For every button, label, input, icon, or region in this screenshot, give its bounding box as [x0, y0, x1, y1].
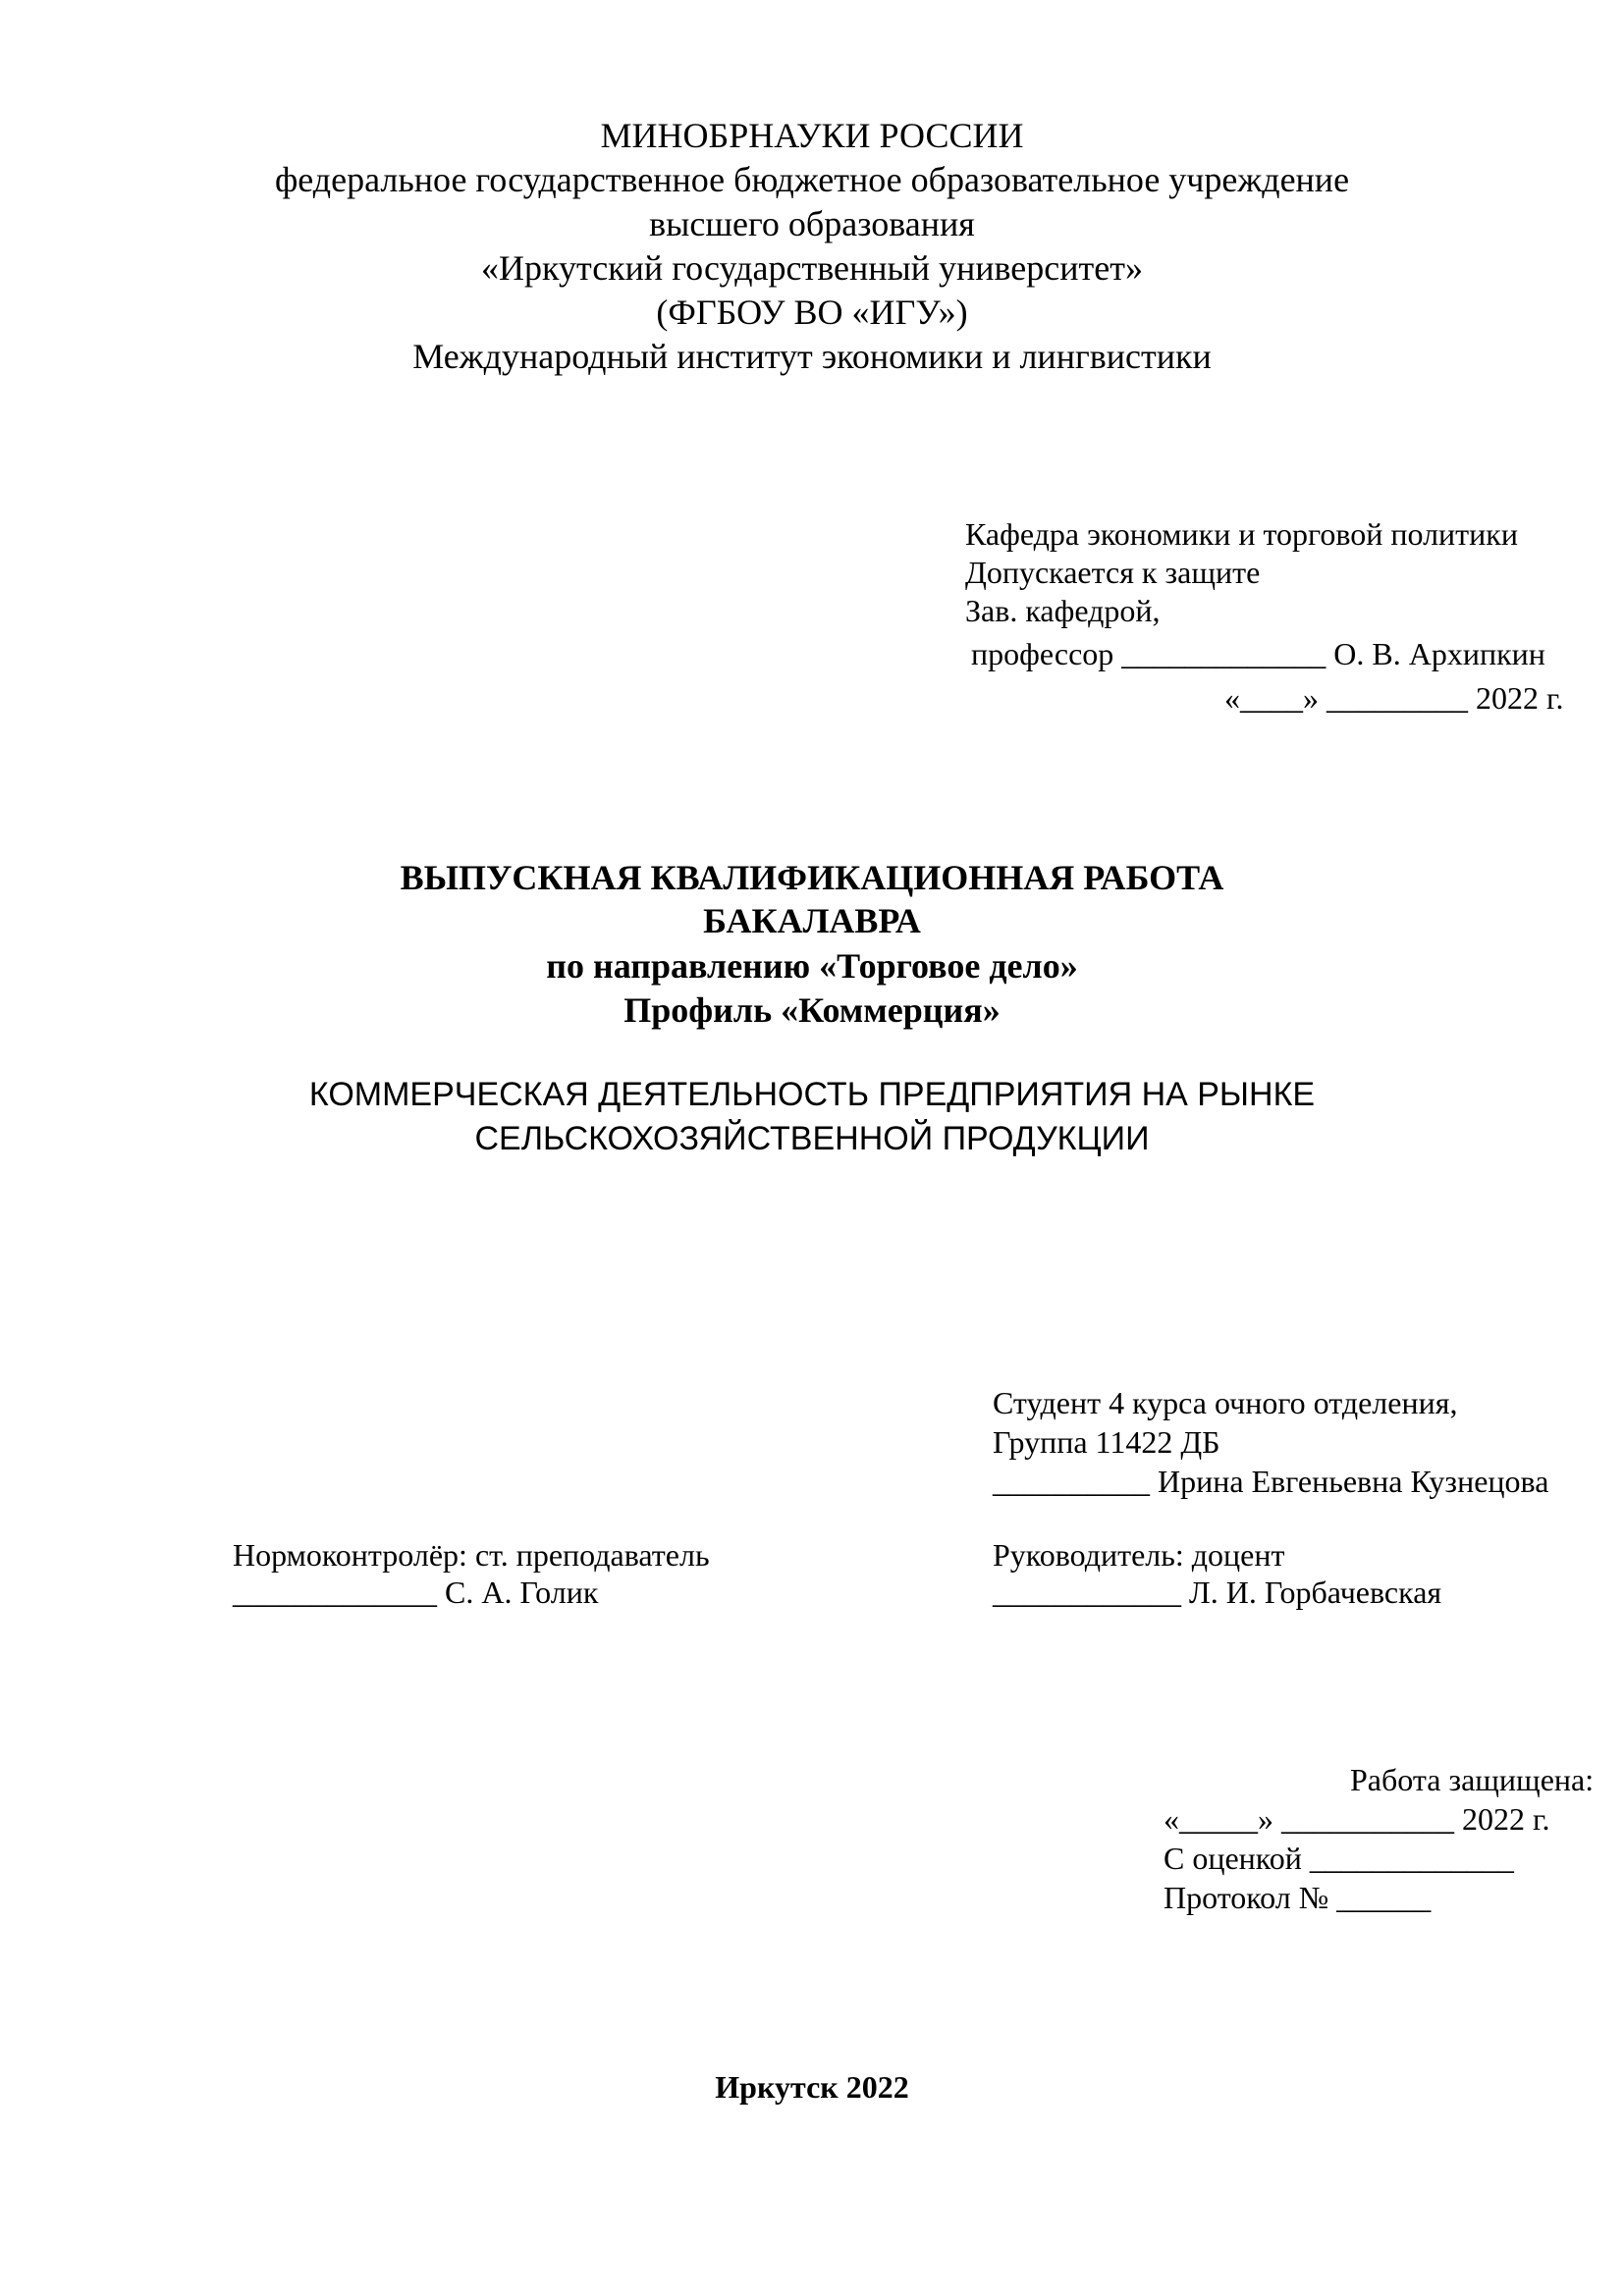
- defense-protocol-line: Протокол № ______: [1164, 1880, 1432, 1915]
- work-title-line-1: ВЫПУСКНАЯ КВАЛИФИКАЦИОННАЯ РАБОТА: [400, 858, 1224, 897]
- institution-type: федеральное государственное бюджетное образовательное учреждение: [274, 160, 1350, 199]
- ministry-name: МИНОБРНАУКИ РОССИИ: [600, 116, 1024, 155]
- normcontrol-role: Нормоконтролёр: ст. преподаватель: [233, 1537, 710, 1573]
- institute-name: Международный институт экономики и лингвистики: [412, 337, 1212, 376]
- topic-line-2: СЕЛЬСКОХОЗЯЙСТВЕННОЙ ПРОДУКЦИИ: [474, 1120, 1150, 1157]
- supervisor-signature-line: ____________ Л. И. Горбачевская: [993, 1575, 1442, 1610]
- supervisor-role: Руководитель: доцент: [993, 1537, 1285, 1573]
- normcontrol-signature-line: _____________ С. А. Голик: [233, 1575, 599, 1610]
- department-name: Кафедра экономики и торговой политики: [965, 516, 1518, 552]
- work-profile: Профиль «Коммерция»: [623, 990, 1001, 1030]
- defense-grade-line: С оценкой _____________: [1164, 1841, 1514, 1876]
- admitted-to-defense: Допускается к защите: [965, 555, 1261, 590]
- work-direction: по направлению «Торговое дело»: [546, 946, 1078, 986]
- education-level: высшего образования: [649, 204, 975, 243]
- student-course: Студент 4 курса очного отделения,: [993, 1385, 1458, 1420]
- head-signature-line: профессор _____________ О. В. Архипкин: [971, 636, 1545, 671]
- student-group: Группа 11422 ДБ: [993, 1424, 1220, 1460]
- head-of-department: Зав. кафедрой,: [965, 593, 1161, 628]
- university-abbreviation: (ФГБОУ ВО «ИГУ»): [656, 293, 968, 332]
- city-year: Иркутск 2022: [715, 2069, 909, 2105]
- defense-label: Работа защищена:: [1350, 1762, 1595, 1797]
- university-name: «Иркутский государственный университет»: [481, 248, 1143, 288]
- student-signature-line: __________ Ирина Евгеньевна Кузнецова: [993, 1464, 1549, 1499]
- defense-date-line: «_____» ___________ 2022 г.: [1164, 1801, 1550, 1837]
- work-title-line-2: БАКАЛАВРА: [703, 901, 921, 940]
- approval-date-line: «____» _________ 2022 г.: [1224, 680, 1564, 716]
- topic-line-1: КОММЕРЧЕСКАЯ ДЕЯТЕЛЬНОСТЬ ПРЕДПРИЯТИЯ НА РЫНКЕ: [308, 1076, 1316, 1113]
